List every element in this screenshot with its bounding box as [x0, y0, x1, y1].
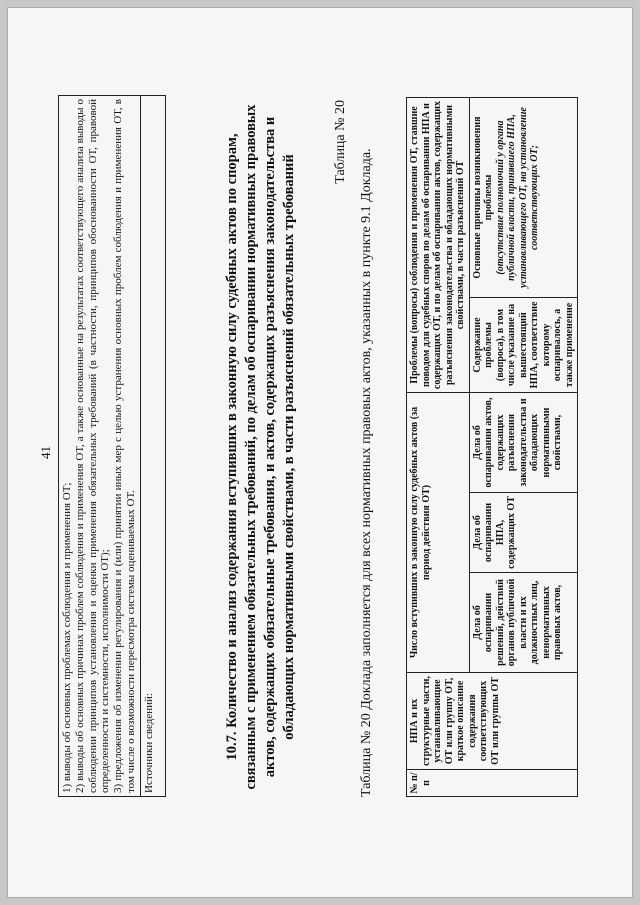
col-reasons-header	[469, 98, 578, 298]
reasons-italic-note: (отсутствие полномочий у органа публичной власти, принявшего НПА, устанавливающего ОТ, на установление соответствующих ОТ;	[494, 107, 540, 288]
rotated-page-content	[8, 8, 632, 897]
subcol-decisions: Дела об оспаривании решений, действий органов публичной власти и их должностных лиц, ненормативных правовых актов,	[469, 573, 578, 673]
reasons-title: Основные причины возникновения проблемы	[471, 116, 494, 279]
page-number: 41	[38, 446, 53, 459]
report-table	[406, 97, 578, 797]
subcol-clarifications: Дела об оспаривании актов, содержащих разъяснения законодательства и обладающих нормативными свойствами,	[469, 393, 578, 493]
col-problems-header: Проблемы (вопросы) соблюдения и применения ОТ, ставшие поводом для судебных споров по делам об оспаривании НПА и содержащих ОТ, и по делам об оспаривании актов, содержащих разъяснения законодательства и обладающих нормативными свойствами, в части разъяснений ОТ	[407, 98, 470, 393]
conclusions-cell	[59, 96, 140, 796]
col-content-header: Содержание проблемы (вопроса), в том числе указание на вышестоящий НПА, соответствие которому оспаривалось, а также применение	[469, 298, 578, 393]
col-number-header: № п/п	[407, 770, 578, 797]
intro-paragraph: Таблица № 20 Доклада заполняется для всех нормативных правовых актов, указанных в пункте 9.1 Доклада.	[359, 148, 374, 797]
section-heading: 10.7. Количество и анализ содержания вступивших в законную силу судебных актов по спорам, связанным с применением обязательных требований, по делам об оспаривании нормативных правовых актов, содержащих обязательные требования, и актов, содержащих разъяснения законодательства и обладающих нормативными свойствами, в части разъяснений обязательных требований	[224, 104, 298, 790]
sources-label: Источники сведений:	[140, 96, 165, 796]
table-header-row	[407, 98, 470, 797]
subcol-npa: Дела об оспаривании НПА, содержащих ОТ	[469, 493, 578, 573]
conclusions-box	[58, 95, 166, 797]
col-count-header: Число вступивших в законную силу судебных актов (за период действия ОТ)	[407, 393, 470, 673]
conclusion-item: 2) выводы об основных причинах проблем соблюдения и применения ОТ, а также основанные на результатах соответствующего анализа выводы о соблюдении принципов установления и оценки применения обязательных требований (в частности, принципов обоснованности ОТ, правовой определенности и системности, исполнимости ОТ);	[73, 99, 112, 793]
conclusion-item: 3) предложения об изменении регулирования и (или) принятии иных мер с целью устранения основных проблем соблюдения и применения ОТ, в том числе о возможности пересмотра системы оцениваемых ОТ.	[112, 99, 137, 793]
col-npa-header: НПА и их структурные части, устанавливающие ОТ или группу ОТ, краткое описание содержания соответствующих ОТ или группы ОТ	[407, 673, 578, 770]
document-page	[8, 8, 632, 897]
table-number: Таблица № 20	[333, 100, 348, 184]
conclusion-item: 1) выводы об основных проблемах соблюдения и применения ОТ;	[61, 482, 73, 793]
